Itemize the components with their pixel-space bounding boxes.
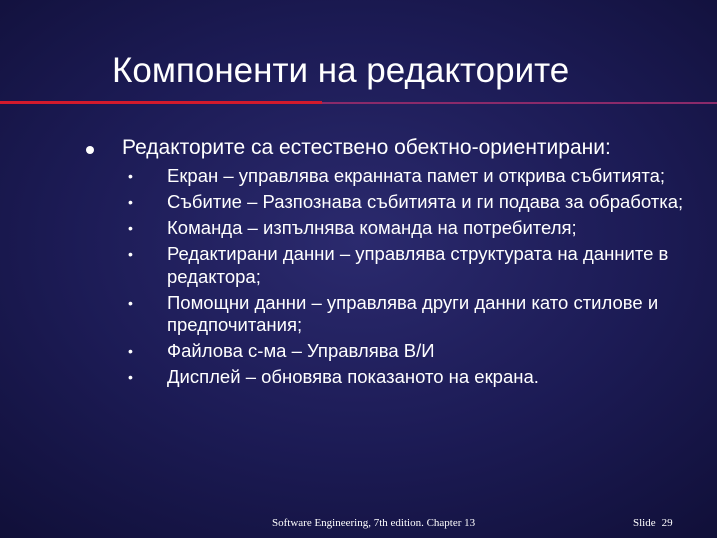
sub-bullet-item	[125, 165, 685, 188]
bullet-dot-icon: •	[128, 246, 133, 262]
slide-title: Компоненти на редакторите	[112, 51, 570, 90]
sub-bullet-item	[125, 191, 685, 214]
bullet-dot-icon: •	[128, 168, 133, 184]
sub-bullet-item	[125, 340, 685, 363]
sub-bullet-list	[125, 165, 685, 392]
footer-slide-number	[633, 517, 673, 529]
main-bullet-dot-icon	[86, 146, 94, 154]
slide-number: 29	[661, 517, 673, 529]
sub-bullet-text: Файлова с-ма – Управлява В/И	[167, 340, 435, 361]
slide-label: Slide	[633, 517, 656, 529]
sub-bullet-text: Помощни данни – управлява други данни като стилове и предпочитания;	[167, 291, 659, 335]
bullet-dot-icon: •	[128, 220, 133, 236]
bullet-dot-icon: •	[128, 343, 133, 359]
title-underline-red	[0, 101, 322, 104]
sub-bullet-text: Екран – управлява екранната памет и открива събитията;	[167, 165, 666, 186]
title-underline	[0, 101, 717, 106]
sub-bullet-item	[125, 243, 685, 288]
sub-bullet-text: Редактирани данни – управлява структурата на данните в редактора;	[167, 243, 669, 287]
bullet-dot-icon: •	[128, 294, 133, 311]
sub-bullet-item	[125, 292, 685, 337]
sub-bullet-text: Дисплей – обновява показаното на екрана.	[167, 366, 539, 387]
bullet-dot-icon: •	[128, 369, 133, 385]
sub-bullet-text: Събитие – Разпознава събитията и ги подава за обработка;	[167, 191, 684, 212]
footer-source: Software Engineering, 7th edition. Chapter 13	[272, 517, 476, 529]
sub-bullet-item	[125, 217, 685, 240]
sub-bullet-text: Команда – изпълнява команда на потребителя;	[167, 217, 577, 238]
bullet-dot-icon: •	[128, 194, 133, 210]
main-bullet-text: Редакторите са естествено обектно-ориентирани:	[122, 136, 611, 159]
sub-bullet-item	[125, 366, 685, 389]
title-underline-purple	[322, 102, 717, 104]
